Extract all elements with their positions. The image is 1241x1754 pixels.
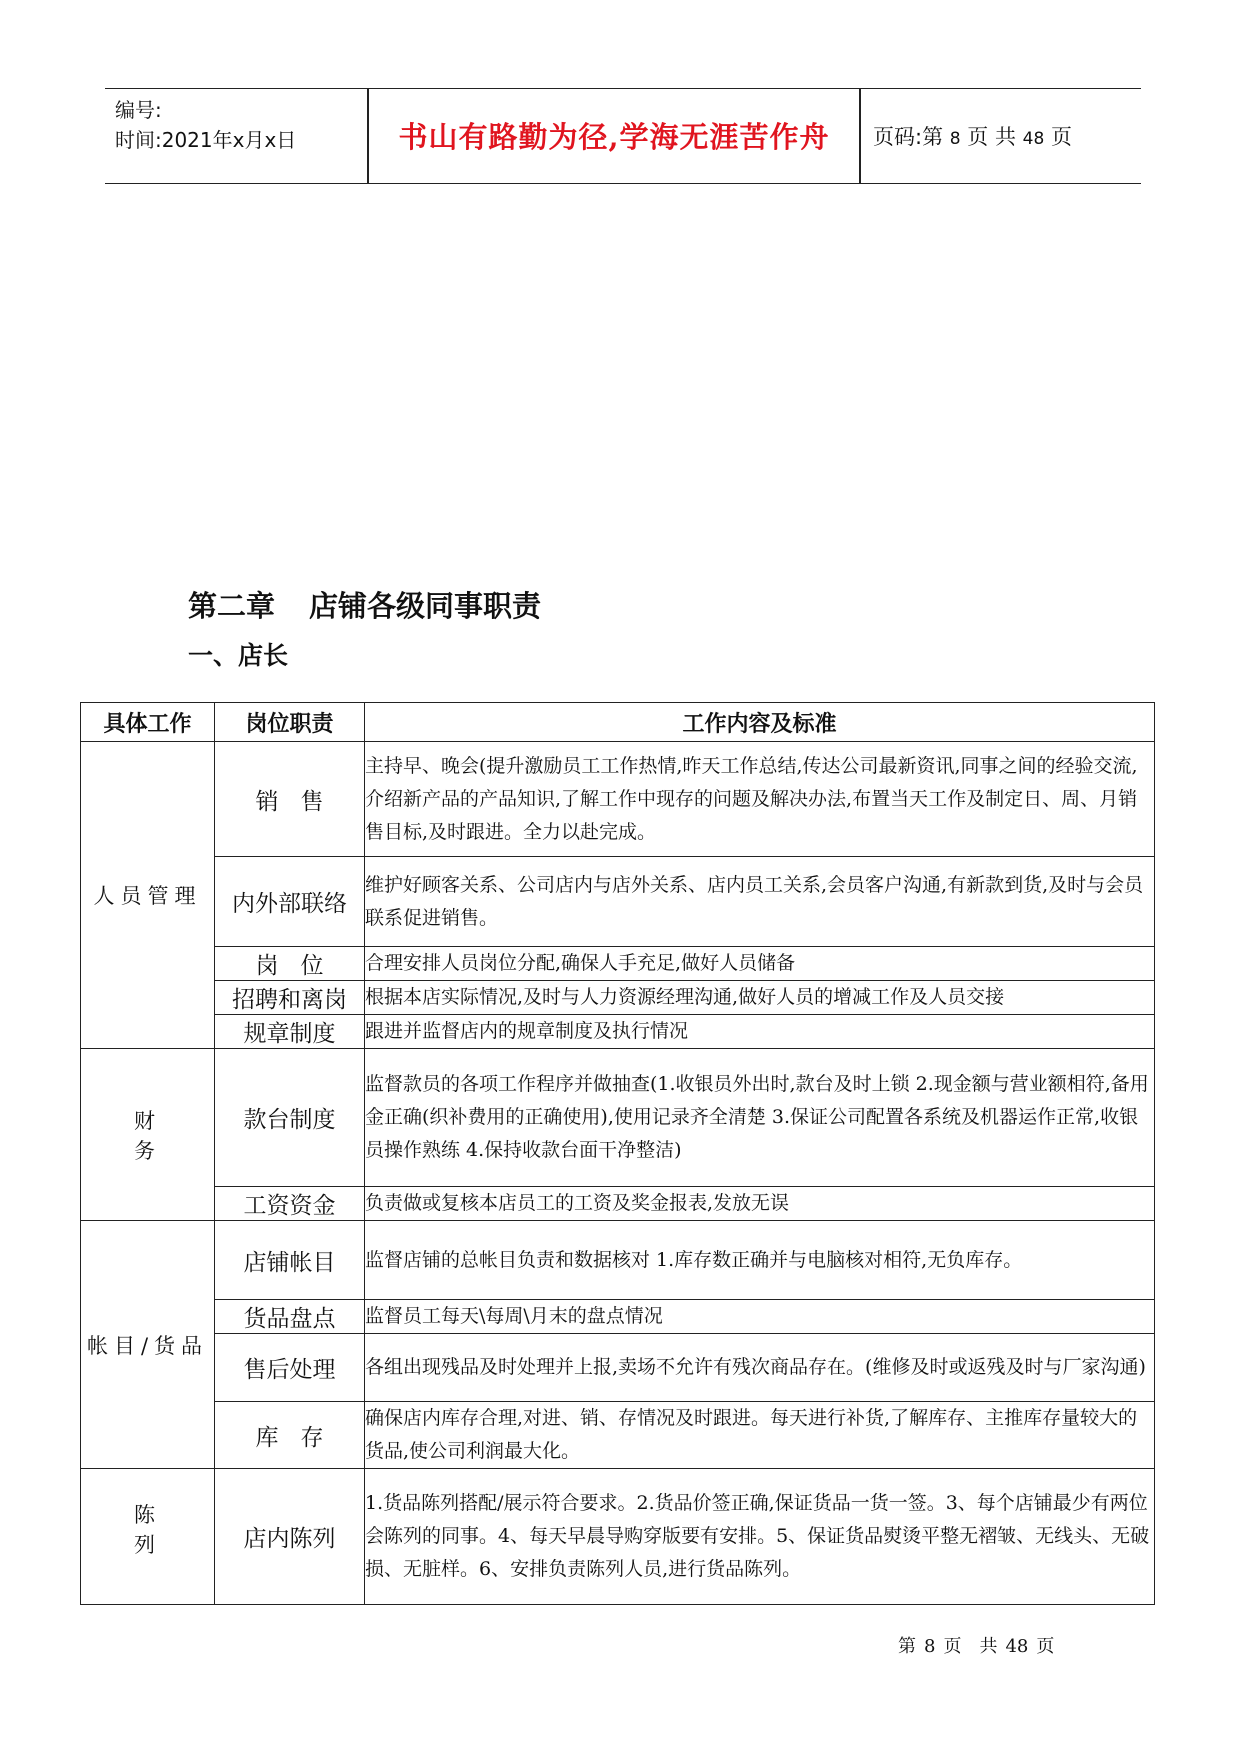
chapter-title	[188, 584, 541, 625]
role-cell: 库存	[215, 1402, 365, 1469]
table-header: 岗位职责	[215, 703, 365, 742]
category-cell: 财 务	[81, 1049, 215, 1221]
desc-cell: 根据本店实际情况,及时与人力资源经理沟通,做好人员的增减工作及人员交接	[365, 981, 1155, 1015]
header-motto: 书山有路勤为径,学海无涯苦作舟	[398, 120, 830, 154]
page-footer: 第 8 页 共 48 页	[898, 1636, 1055, 1657]
desc-cell: 主持早、晚会(提升激励员工工作热情,昨天工作总结,传达公司最新资讯,同事之间的经验交流,介绍新产品的产品知识,了解工作中现存的问题及解决办法,布置当天工作及制定日、周、月销售目标,及时跟进。全力以赴完成。	[365, 742, 1155, 857]
chapter-number: 第二章	[188, 589, 276, 623]
table-row	[81, 981, 1155, 1015]
desc-cell: 合理安排人员岗位分配,确保人手充足,做好人员储备	[365, 947, 1155, 981]
table-row	[81, 1187, 1155, 1221]
desc-cell: 维护好顾客关系、公司店内与店外关系、店内员工关系,会员客户沟通,有新款到货,及时与会员联系促进销售。	[365, 857, 1155, 947]
desc-cell: 各组出现残品及时处理并上报,卖场不允许有残次商品存在。(维修及时或返残及时与厂家沟通)	[365, 1334, 1155, 1402]
duty-table	[80, 702, 1155, 1605]
page-header	[105, 88, 1141, 184]
header-divider	[859, 89, 861, 183]
category-cell: 人员管理	[81, 742, 215, 1049]
table-row	[81, 742, 1155, 857]
desc-cell: 监督款员的各项工作程序并做抽查(1.收银员外出时,款台及时上锁 2.现金额与营业额相符,备用金正确(织补费用的正确使用),使用记录齐全清楚 3.保证公司配置各系统及机器运作正常,收银员操作熟练 4.保持收款台面干净整洁)	[365, 1049, 1155, 1187]
table-row	[81, 857, 1155, 947]
table-header-row	[81, 703, 1155, 742]
role-cell: 销售	[215, 742, 365, 857]
table-header: 工作内容及标准	[365, 703, 1155, 742]
desc-cell: 监督店铺的总帐目负责和数据核对 1.库存数正确并与电脑核对相符,无负库存。	[365, 1221, 1155, 1300]
header-page-number: 页码:第 8 页 共 48 页	[873, 125, 1072, 149]
table-row	[81, 1015, 1155, 1049]
table-row	[81, 1469, 1155, 1605]
desc-cell: 1.货品陈列搭配/展示符合要求。2.货品价签正确,保证货品一货一签。3、每个店铺最少有两位会陈列的同事。4、每天早晨导购穿版要有安排。5、保证货品熨烫平整无褶皱、无线头、无破损、无脏样。6、安排负责陈列人员,进行货品陈列。	[365, 1469, 1155, 1605]
desc-cell: 确保店内库存合理,对进、销、存情况及时跟进。每天进行补货,了解库存、主推库存量较大的货品,使公司利润最大化。	[365, 1402, 1155, 1469]
header-meta	[115, 95, 296, 155]
category-cell: 陈 列	[81, 1469, 215, 1605]
chapter-name: 店铺各级同事职责	[309, 589, 542, 623]
role-cell: 款台制度	[215, 1049, 365, 1187]
desc-cell: 跟进并监督店内的规章制度及执行情况	[365, 1015, 1155, 1049]
role-cell: 岗位	[215, 947, 365, 981]
category-cell: 帐目/货品	[81, 1221, 215, 1469]
role-cell: 售后处理	[215, 1334, 365, 1402]
table-row	[81, 1402, 1155, 1469]
code-label: 编号:	[115, 98, 162, 122]
role-cell: 店铺帐目	[215, 1221, 365, 1300]
section-title: 一、店长	[188, 641, 289, 670]
table-row	[81, 1300, 1155, 1334]
table-row	[81, 947, 1155, 981]
table-row	[81, 1049, 1155, 1187]
table-header: 具体工作	[81, 703, 215, 742]
table-row	[81, 1334, 1155, 1402]
time-label: 时间:2021年x月x日	[115, 128, 297, 152]
role-cell: 货品盘点	[215, 1300, 365, 1334]
desc-cell: 负责做或复核本店员工的工资及奖金报表,发放无误	[365, 1187, 1155, 1221]
table-row	[81, 1221, 1155, 1300]
role-cell: 内外部联络	[215, 857, 365, 947]
role-cell: 规章制度	[215, 1015, 365, 1049]
role-cell: 店内陈列	[215, 1469, 365, 1605]
desc-cell: 监督员工每天\每周\月末的盘点情况	[365, 1300, 1155, 1334]
role-cell: 工资资金	[215, 1187, 365, 1221]
role-cell: 招聘和离岗	[215, 981, 365, 1015]
